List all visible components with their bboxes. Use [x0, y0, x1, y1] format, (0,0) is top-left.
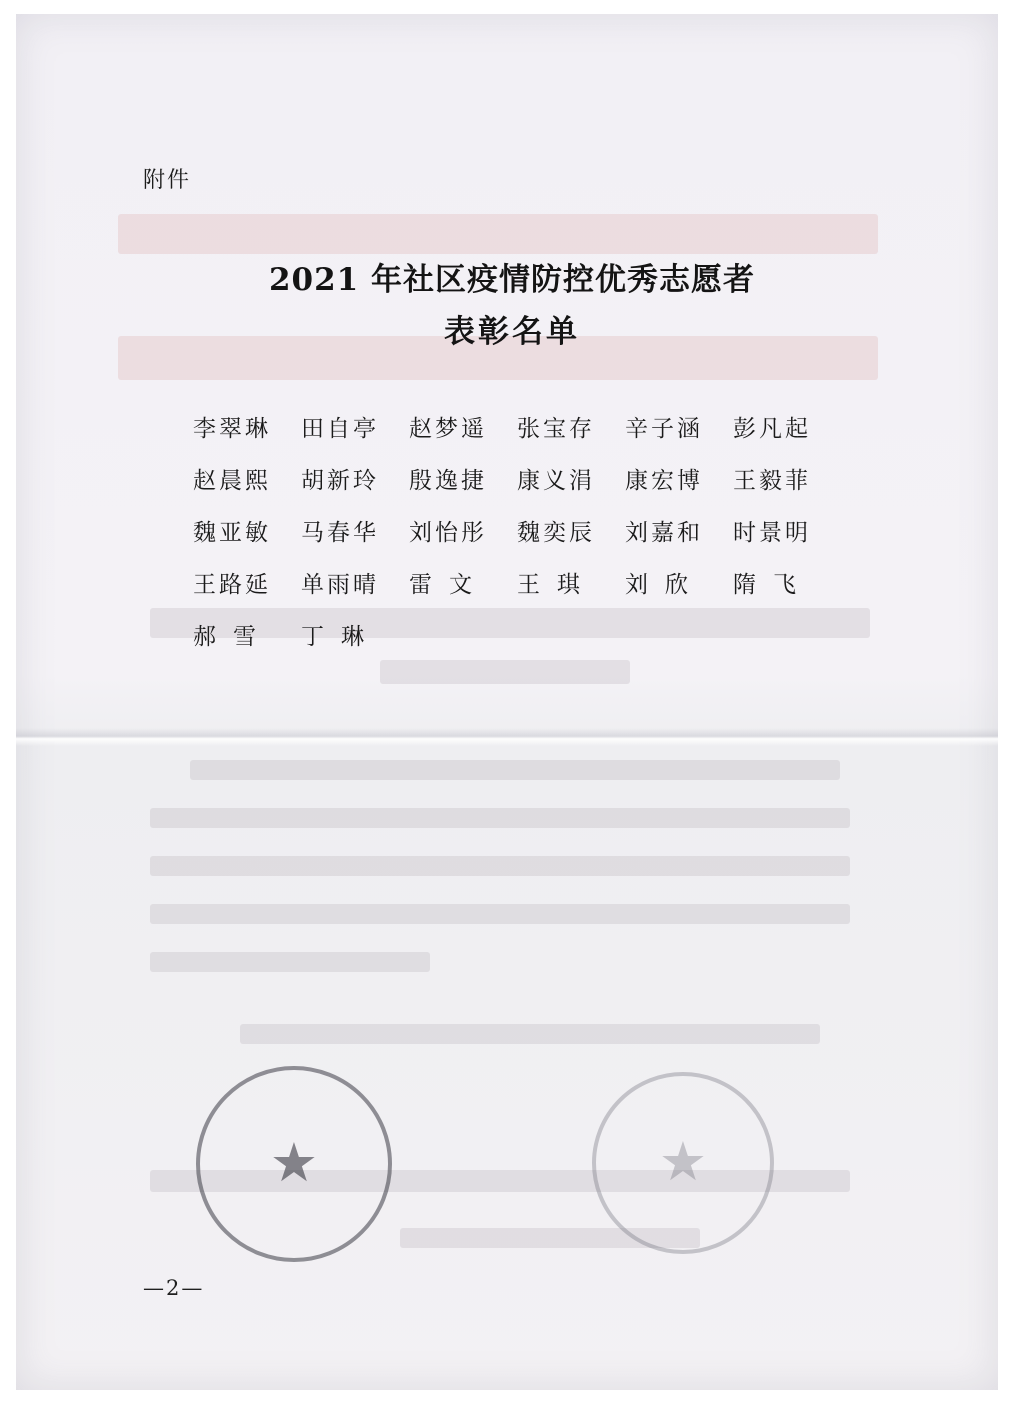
honoree-name: 王路延	[193, 572, 271, 598]
honoree-name: 隋飞	[733, 572, 813, 598]
document-title-line-2: 表彰名单	[444, 314, 580, 350]
honoree-name: 赵梦遥	[409, 416, 487, 442]
honoree-name: 李翠琳	[193, 416, 271, 442]
star-icon: ★	[658, 1129, 708, 1193]
bleed-through-mark	[150, 952, 430, 972]
document-title-line-1: 2021 年社区疫情防控优秀志愿者	[268, 262, 756, 298]
honoree-name: 刘欣	[625, 572, 705, 598]
honoree-name: 康义涓	[517, 468, 595, 494]
honoree-name: 时景明	[733, 520, 811, 546]
honoree-name-list	[193, 410, 853, 670]
bleed-through-mark	[190, 760, 840, 780]
honoree-name: 殷逸捷	[409, 468, 487, 494]
official-seal-left	[196, 1066, 392, 1262]
page-number: —2—	[143, 1276, 205, 1300]
honoree-name: 魏亚敏	[193, 520, 271, 546]
honoree-name: 王琪	[517, 572, 597, 598]
honoree-name: 刘怡彤	[409, 520, 487, 546]
name-row	[193, 566, 853, 618]
honoree-name: 张宝存	[517, 416, 595, 442]
bleed-through-mark	[150, 904, 850, 924]
honoree-name: 田自亭	[301, 416, 379, 442]
honoree-name: 辛子涵	[625, 416, 703, 442]
star-icon: ★	[269, 1130, 319, 1194]
attachment-label: 附件	[143, 168, 192, 193]
honoree-name: 胡新玲	[301, 468, 379, 494]
bleed-through-mark	[118, 214, 878, 254]
honoree-name: 丁琳	[301, 624, 381, 650]
bleed-through-mark	[150, 856, 850, 876]
name-row	[193, 618, 853, 670]
honoree-name: 彭凡起	[733, 416, 811, 442]
honoree-name: 赵晨熙	[193, 468, 271, 494]
honoree-name: 王毅菲	[733, 468, 811, 494]
honoree-name: 郝雪	[193, 624, 273, 650]
official-seal-right	[592, 1072, 774, 1254]
honoree-name: 马春华	[301, 520, 379, 546]
bleed-through-mark	[150, 808, 850, 828]
honoree-name: 刘嘉和	[625, 520, 703, 546]
name-row	[193, 462, 853, 514]
bleed-through-mark	[240, 1024, 820, 1044]
honoree-name: 单雨晴	[301, 572, 379, 598]
name-row	[193, 514, 853, 566]
name-row	[193, 410, 853, 462]
honoree-name: 魏奕辰	[517, 520, 595, 546]
honoree-name: 雷文	[409, 572, 489, 598]
paper-fold-crease	[16, 728, 998, 746]
honoree-name: 康宏博	[625, 468, 703, 494]
